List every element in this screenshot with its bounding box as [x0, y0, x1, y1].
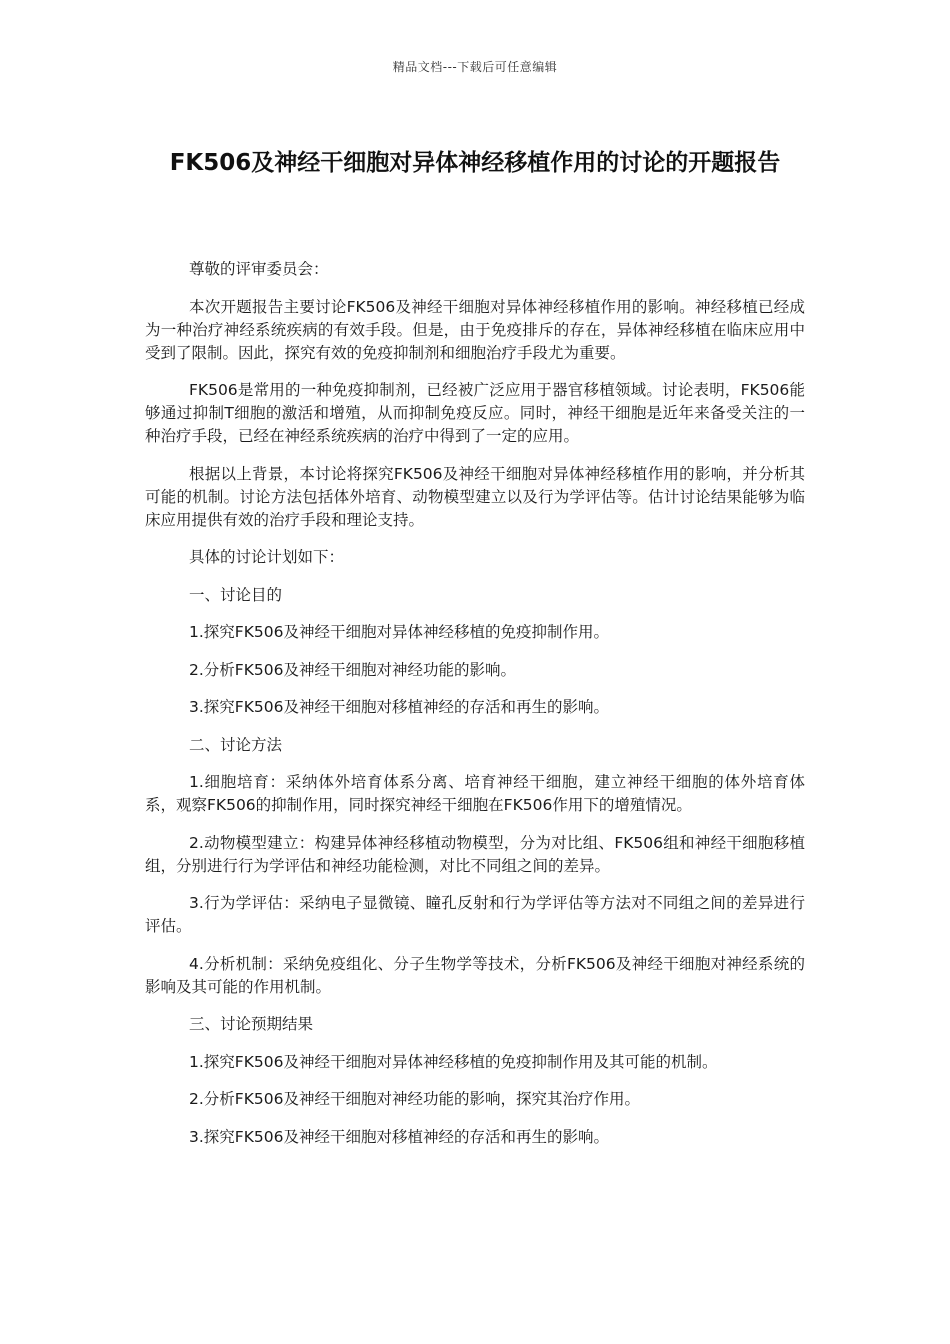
list-item: 1.探究FK506及神经干细胞对异体神经移植的免疫抑制作用及其可能的机制。	[189, 1052, 718, 1071]
list-item: 3.探究FK506及神经干细胞对移植神经的存活和再生的影响。	[189, 1127, 609, 1146]
salutation: 尊敬的评审委员会：	[189, 260, 329, 278]
section-heading-methods: 二、讨论方法	[189, 735, 283, 754]
list-item: 2.动物模型建立：构建异体神经移植动物模型，分为对比组、FK506组和神经干细胞移植组，分别进行行为学评估和神经功能检测，对比不同组之间的差异。	[145, 833, 805, 875]
list-item: 3.探究FK506及神经干细胞对移植神经的存活和再生的影响。	[189, 698, 609, 716]
section-heading-purpose: 一、讨论目的	[189, 585, 283, 604]
document-title: FK506及神经干细胞对异体神经移植作用的讨论的开题报告	[169, 150, 781, 176]
list-item: 2.分析FK506及神经干细胞对神经功能的影响，探究其治疗作用。	[189, 1090, 640, 1108]
list-item: 4.分析机制：采纳免疫组化、分子生物学等技术，分析FK506及神经干细胞对神经系统的影响及其可能的作用机制。	[145, 954, 805, 996]
paragraph-intro: 本次开题报告主要讨论FK506及神经干细胞对异体神经移植作用的影响。神经移植已经成为一种治疗神经系统疾病的有效手段。但是，由于免疫排斥的存在，异体神经移植在临床应用中受到了限制。因此，探究有效的免疫抑制剂和细胞治疗手段尤为重要。	[145, 297, 805, 362]
list-item: 1.细胞培育：采纳体外培育体系分离、培育神经干细胞，建立神经干细胞的体外培育体系，观察FK506的抑制作用，同时探究神经干细胞在FK506作用下的增殖情况。	[145, 773, 805, 814]
paragraph-plan-intro: 具体的讨论计划如下：	[189, 548, 345, 566]
paragraph-fk506: FK506是常用的一种免疫抑制剂，已经被广泛应用于器官移植领域。讨论表明，FK506能够通过抑制T细胞的激活和增殖，从而抑制免疫反应。同时，神经干细胞是近年来备受关注的一种治疗手段，已经在神经系统疾病的治疗中得到了一定的应用。	[145, 381, 805, 445]
list-item: 1.探究FK506及神经干细胞对异体神经移植的免疫抑制作用。	[189, 623, 609, 641]
list-item: 2.分析FK506及神经干细胞对神经功能的影响。	[189, 660, 516, 679]
section-heading-results: 三、讨论预期结果	[189, 1015, 314, 1033]
header-note: 精品文档---下载后可任意编辑	[392, 60, 558, 74]
document-body	[145, 258, 805, 1163]
paragraph-background: 根据以上背景，本讨论将探究FK506及神经干细胞对异体神经移植作用的影响，并分析其可能的机制。讨论方法包括体外培育、动物模型建立以及行为学评估等。估计讨论结果能够为临床应用提供有效的治疗手段和理论支持。	[145, 464, 805, 529]
list-item: 3.行为学评估：采纳电子显微镜、瞳孔反射和行为学评估等方法对不同组之间的差异进行评估。	[145, 894, 805, 935]
